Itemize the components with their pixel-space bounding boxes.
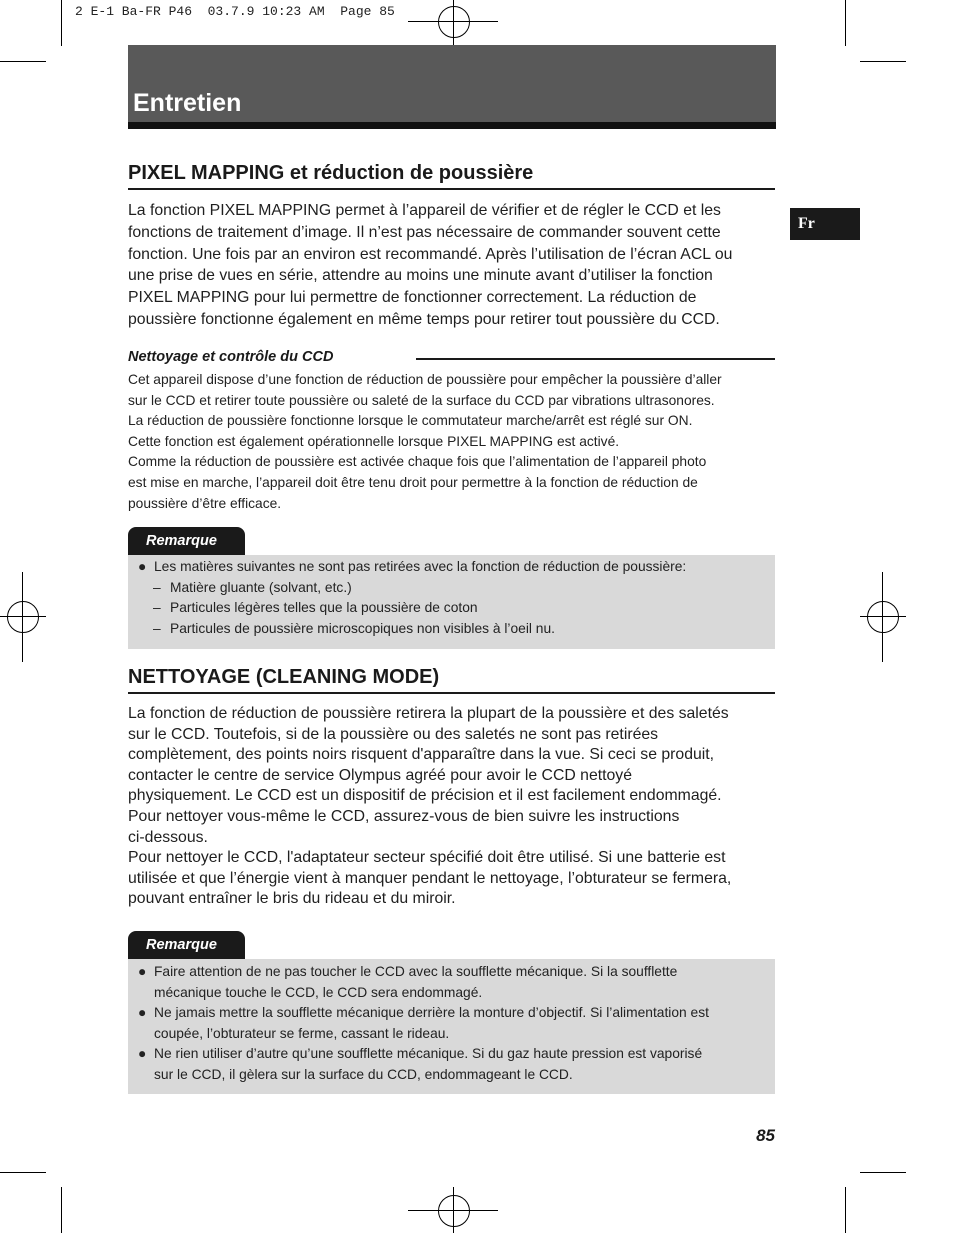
bullet-icon: ●	[138, 1005, 147, 1021]
remark-bullet: ● Les matières suivantes ne sont pas retirées avec la fonction de réduction de poussière:	[128, 557, 775, 578]
body-line: sur le CCD et retirer toute poussière ou saleté de la surface du CCD par vibrations ultrasonores.	[128, 392, 715, 408]
body-line: La réduction de poussière fonctionne lorsque le commutateur marche/arrêt est réglé sur ON.	[128, 413, 693, 429]
remark-label: Remarque	[128, 527, 245, 555]
language-tab: Fr	[790, 208, 860, 240]
page-number: 85	[756, 1126, 775, 1145]
body-line: ci-dessous.	[128, 828, 208, 846]
body-line: Cette fonction est également opérationnelle lorsque PIXEL MAPPING est activé.	[128, 433, 620, 449]
subsection-title: Nettoyage et contrôle du CCD	[128, 349, 341, 365]
bullet-icon: ●	[138, 559, 147, 574]
section-title-pixel-mapping: PIXEL MAPPING et réduction de poussière	[128, 162, 775, 190]
registration-mark-right	[867, 601, 899, 633]
section-title-cleaning-mode: NETTOYAGE (CLEANING MODE)	[128, 666, 775, 694]
subsection-heading	[128, 349, 775, 369]
registration-mark-top	[438, 6, 470, 38]
remark-label: Remarque	[128, 931, 245, 959]
body-line: Pour nettoyer le CCD, l'adaptateur secteur spécifié doit être utilisé. Si une batterie est	[128, 849, 726, 867]
registration-mark-bottom	[438, 1195, 470, 1227]
body-line: fonctions de traitement d’image. Il n’est pas nécessaire de commander souvent cette	[128, 223, 721, 241]
section-body-pixel-mapping	[128, 200, 775, 331]
body-line: poussière d’être efficace.	[128, 495, 282, 511]
bullet-icon: ●	[138, 1046, 147, 1062]
subsection-body	[128, 370, 778, 514]
body-line: est mise en marche, l’appareil doit être tenu droit pour permettre à la fonction de réduction de	[128, 474, 698, 490]
remark-bullet: ● Faire attention de ne pas toucher le CCD avec la soufflette mécanique. Si la soufflette mécanique touche le CCD, le CCD sera endommagé.	[138, 964, 678, 1000]
page-title: Entretien	[133, 89, 242, 117]
remark-subitem: – Particules légères telles que la poussière de coton	[128, 598, 775, 619]
remark-bullet: ● Ne rien utiliser d’autre qu’une soufflette mécanique. Si du gaz haute pression est vaporisé sur le CCD, il gèlera sur la surface du CCD, endommageant le CCD.	[138, 1046, 703, 1082]
body-line: PIXEL MAPPING pour lui permettre de fonctionner correctement. La réduction de	[128, 289, 697, 307]
body-line: Comme la réduction de poussière est activée chaque fois que l’alimentation de l’appareil photo	[128, 454, 707, 470]
body-line: poussière fonctionne également en même temps pour retirer tout poussière du CCD.	[128, 310, 720, 328]
body-line: sur le CCD. Toutefois, si de la poussière ou des saletés ne sont pas retirées	[128, 725, 659, 743]
registration-mark-left	[7, 601, 39, 633]
body-line: complètement, des points noirs risquent d'apparaître dans la vue. Si ceci se produit,	[128, 746, 715, 764]
dash-icon: –	[153, 579, 161, 595]
body-line: La fonction PIXEL MAPPING permet à l’appareil de vérifier et de régler le CCD et les	[128, 202, 721, 219]
dash-icon: –	[153, 620, 161, 636]
remark-box	[128, 555, 775, 649]
dash-icon: –	[153, 600, 161, 616]
body-line: une prise de vues en série, attendre au moins une minute avant d’utiliser la fonction	[128, 267, 713, 285]
body-line: physiquement. Le CCD est un dispositif de précision et il est facilement endommagé.	[128, 787, 722, 805]
remark-subitem: – Particules de poussière microscopiques non visibles à l’oeil nu.	[128, 619, 775, 640]
body-line: contacter le centre de service Olympus agréé pour avoir le CCD nettoyé	[128, 766, 632, 784]
body-line: fonction. Une fois par an environ est recommandé. Après l’utilisation de l’écran ACL ou	[128, 245, 733, 263]
remark-subitem: – Matière gluante (solvant, etc.)	[128, 578, 775, 599]
body-line: Cet appareil dispose d’une fonction de réduction de poussière pour empêcher la poussière d’aller	[128, 372, 722, 387]
body-line: La fonction de réduction de poussière retirera la plupart de la poussière et des saletés	[128, 705, 729, 722]
body-line: utilisée et que l’énergie vient à manquer pendant le nettoyage, l’obturateur se fermera,	[128, 869, 732, 887]
remark-bullet: ● Ne jamais mettre la soufflette mécanique derrière la monture d’objectif. Si l’alimentation est coupée, l’obturateur se ferme, cassant le rideau.	[138, 1005, 709, 1041]
body-line: Pour nettoyer vous-même le CCD, assurez-vous de bien suivre les instructions	[128, 807, 680, 825]
remark-box	[128, 959, 775, 1094]
section-body-cleaning-mode	[128, 704, 775, 910]
print-slug: 2 E-1 Ba-FR P46 03.7.9 10:23 AM Page 85	[75, 4, 395, 19]
header-rule	[128, 122, 776, 129]
subsection-rule	[416, 358, 775, 360]
bullet-icon: ●	[138, 964, 147, 979]
body-line: pouvant entraîner le bris du rideau et du miroir.	[128, 890, 456, 908]
